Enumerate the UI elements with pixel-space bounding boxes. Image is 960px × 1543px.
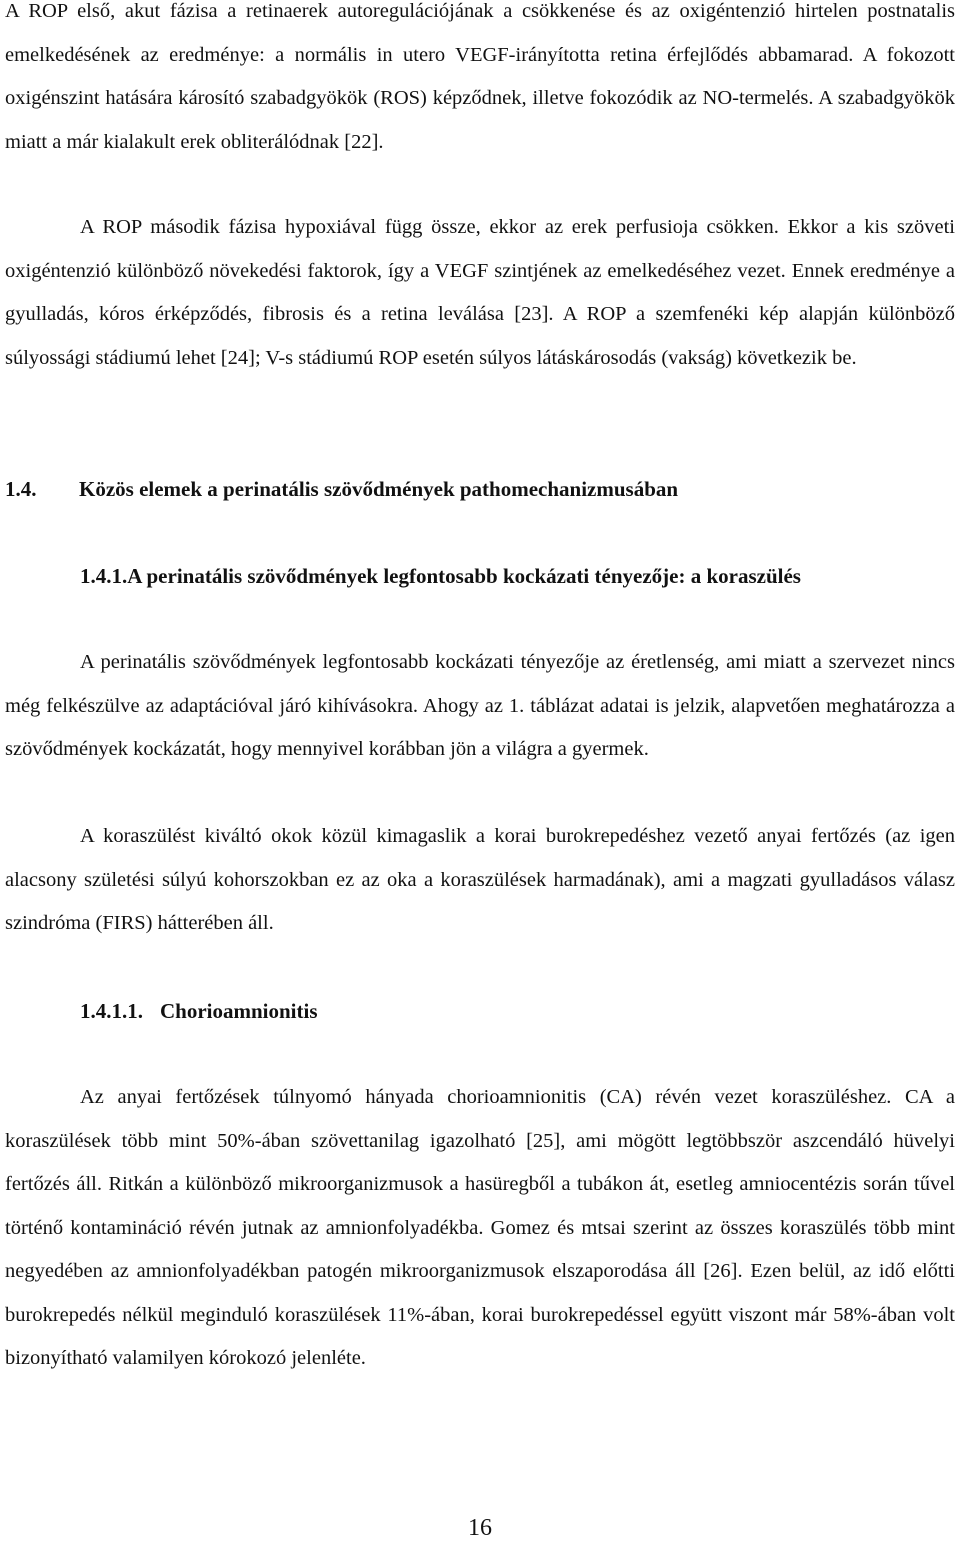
paragraph-chorioamnionitis: Az anyai fertőzések túlnyomó hányada chorioamnionitis (CA) révén vezet koraszüléshez. CA a koraszülések több mint 50%-ában szövettanilag igazolható [25], ami mögött legtöbbször aszcendáló hüvelyi fertőzés áll. Ritkán a különböző mikroorganizmusok a hasüregből a tubákon át, esetleg amniocentézis során tűvel történő kontamináció révén jutnak az amnionfolyadékba. Gomez és mtsai szerint az összes koraszülés több mint negyedében az amnionfolyadékban patogén mikroorganizmusok elszaporodása áll [26]. Ezen belül, az idő előtti burokrepedés nélkül meginduló koraszülések 11%-ában, korai burokrepedéssel együtt viszont már 58%-ában volt bizonyítható valamilyen kórokozó jelenléte.: [5, 1086, 955, 1369]
page-number: 16: [468, 1515, 492, 1541]
section-title: Közös elemek a perinatális szövődmények pathomechanizmusában: [79, 477, 679, 501]
section-title: Chorioamnionitis: [160, 999, 318, 1023]
section-number: 1.4.: [5, 477, 37, 501]
section-heading-1-4-1-1: [80, 997, 318, 1025]
section-heading-1-4-1: 1.4.1.A perinatális szövődmények legfontosabb kockázati tényezője: a koraszülés: [80, 564, 801, 588]
section-number: 1.4.1.1.: [80, 999, 143, 1023]
section-heading-1-4: [5, 475, 678, 503]
paragraph-preterm-causes: A koraszülést kiváltó okok közül kimagaslik a korai burokrepedéshez vezető anyai fertőzés (az igen alacsony születési súlyú kohorszokban ez az oka a koraszülések harmadának), ami a magzati gyulladásos válasz szindróma (FIRS) hátterében áll.: [5, 825, 955, 934]
paragraph-rop-first-phase: A ROP első, akut fázisa a retinaerek autoregulációjának a csökkenése és az oxigéntenzió hirtelen postnatalis emelkedésének az eredménye: a normális in utero VEGF-irányította retina érfejlődés abbamarad. A fokozott oxigénszint hatására károsító szabadgyökök (ROS) képződnek, illetve fokozódik az NO-termelés. A szabadgyökök miatt a már kialakult erek obliterálódnak [22].: [5, 0, 955, 153]
paragraph-risk-factor: A perinatális szövődmények legfontosabb kockázati tényezője az éretlenség, ami miatt a szervezet nincs még felkészülve az adaptációval járó kihívásokra. Ahogy az 1. táblázat adatai is jelzik, alapvetően meghatározza a szövődmények kockázatát, hogy mennyivel korábban jön a világra a gyermek.: [5, 651, 955, 760]
paragraph-rop-second-phase: A ROP második fázisa hypoxiával függ össze, ekkor az erek perfusioja csökken. Ekkor a kis szöveti oxigéntenzió különböző növekedési faktorok, így a VEGF szintjének az emelkedéséhez vezet. Ennek eredménye a gyulladás, kóros érképződés, fibrosis és a retina leválása [23]. A ROP a szemfenéki kép alapján különböző súlyossági stádiumú lehet [24]; V-s stádiumú ROP esetén súlyos látáskárosodás (vakság) következik be.: [5, 216, 955, 369]
